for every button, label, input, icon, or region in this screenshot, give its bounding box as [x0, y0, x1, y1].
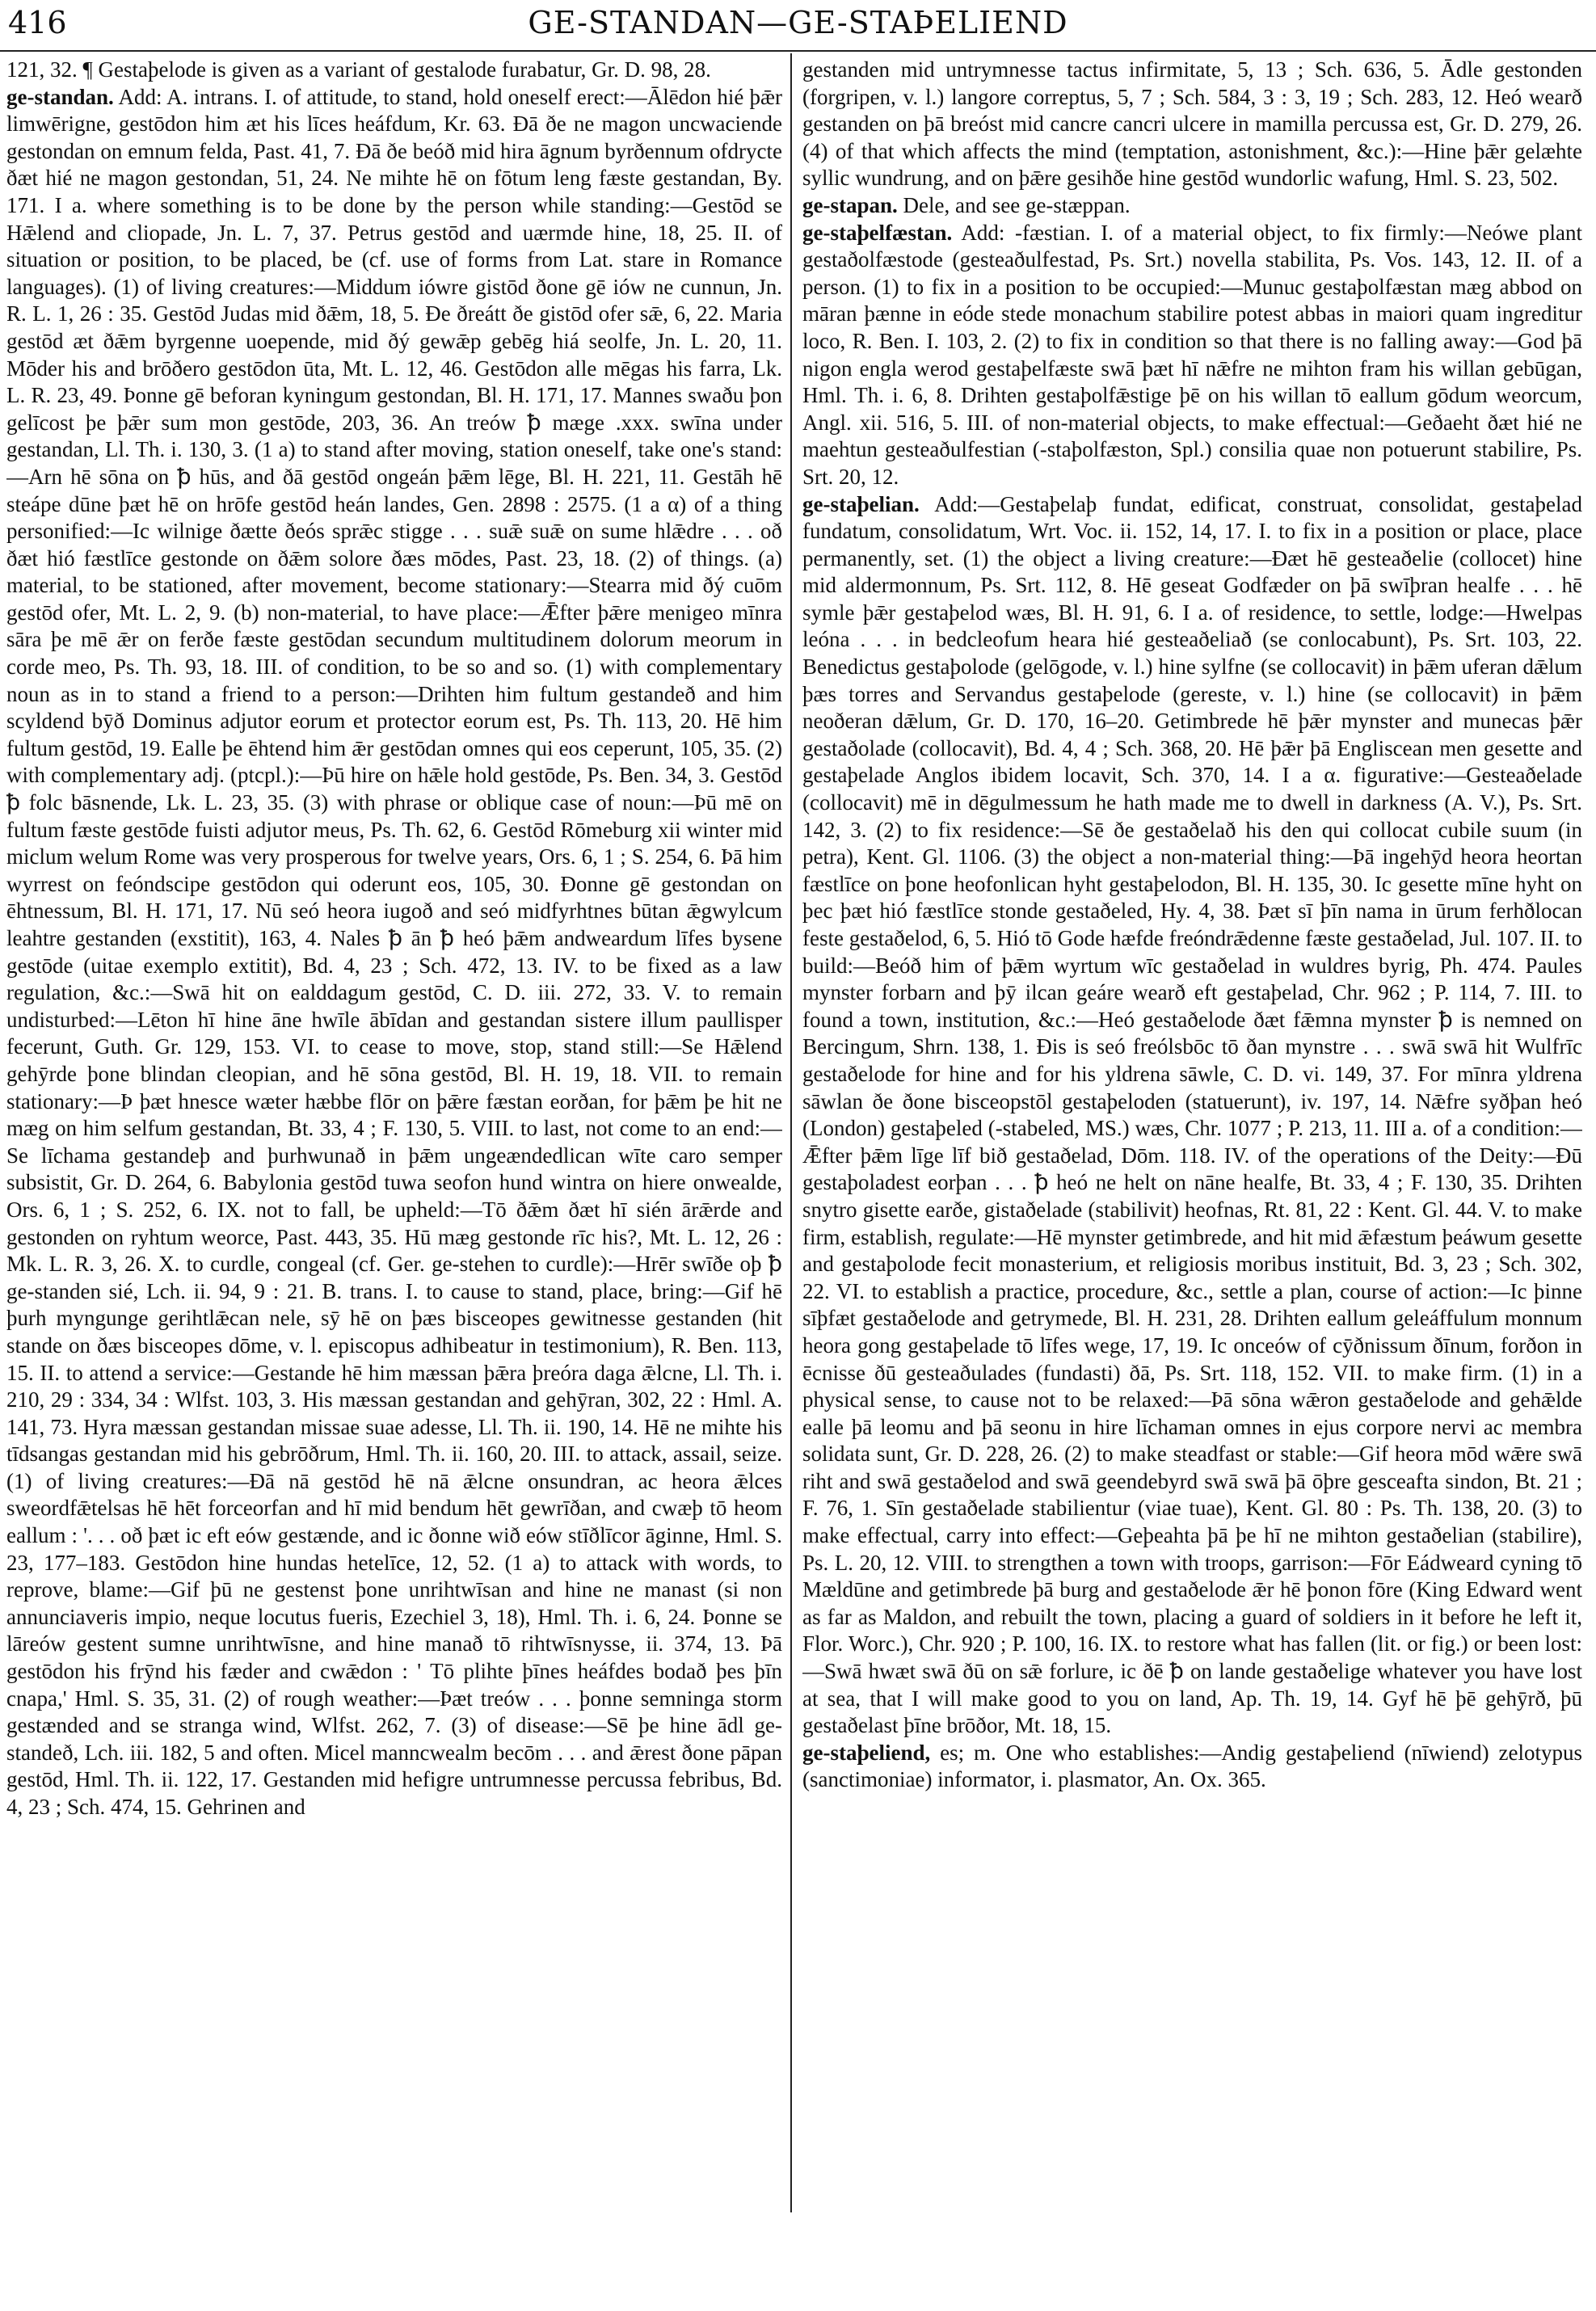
entry-paragraph [802, 57, 1582, 192]
entry-paragraph [802, 220, 1582, 491]
entry-text: Dele, and see ge-stæppan. [903, 192, 1131, 217]
entry-paragraph [802, 1740, 1582, 1794]
running-head: GE-STANDAN—GE-STAÞELIEND [528, 5, 1068, 40]
left-column [6, 57, 782, 2214]
entry-text: 121, 32. ¶ Gestaþelode is given as a variant of gestalode furabatur, Gr. D. 98, 28. [6, 57, 711, 82]
headword: ge-stapan. [802, 192, 898, 217]
entry-text: Add: -fæstian. I. of a material object, to fix firmly:—Neówe plant gestaðolfæstode (gesteaðulfestad, Ps. Srt.) novella stabilita, Ps. Vos. 143, 12. II. of a person. (1) to fix in a position to be occupied:—Munuc gestaþolfæstan mæg abbod on māran þænne in eóde stede monachum stabilire potest abbas in maiori quam ingreditur loco, R. Ben. I. 103, 2. (2) to fix in condition so that there is no falling away:—God þā nigon engla werod gestaþelfæste swā þæt hī nǣfre ne mihton fram his willan gebūgan, Hml. Th. i. 6, 8. Drihten gestaþolfǣstige þē on his willan tō eallum gōdum weorcum, Angl. xii. 516, 5. III. of non-material objects, to make effectual:—Geðaeht ðæt hié ne maehtun gesteaðulfestian (-staþolfæston, Spl.) consilia quae non potuerunt stabilire, Ps. Srt. 20, 12. [802, 220, 1582, 489]
column-divider [790, 53, 792, 2212]
entry-text: Add:—Gestaþelaþ fundat, edificat, construat, consolidat, gestaþelad fundatum, consolidatum, Wrt. Voc. ii. 152, 14, 17. I. to fix in a position or place, place permanently, set. (1) the object a living creature:—Ðæt hē gesteaðelie (collocet) hine mid aldermonnum, Ps. Srt. 112, 8. Hē geseat Godfæder on þā swīþran healfe . . . hē symle þǣr gestaþelod wæs, Bl. H. 91, 6. I a. of residence, to settle, lodge:—Hwelpas leóna . . . in bedcleofum heara hié gesteaðeliað (se conlocabunt), Ps. Srt. 103, 22. Benedictus gestaþolode (gelōgode, v. l.) hine sylfne (se collocavit) in þǣm uferan dǣlum þæs torres and Servandus gestaþelode (gereste, v. l.) hine (se collocavit) in þǣm neoðeran dǣlum, Gr. D. 170, 16–20. Getimbrede hē þǣr mynster and munecas þǣr gestaðolade (collocavit), Bd. 4, 4 ; Sch. 368, 20. Hē þǣr þā Engliscean men gesette and gestaþelade Anglos ibidem locavit, Sch. 370, 14. I a α. figurative:—Gesteaðelade (collocavit) mē in dēgulmessum he hath made me to dwell in darkness (A. V.), Ps. Srt. 142, 3. (2) to fix residence:—Sē ðe gestaðelað his den qui collocat cubile suum (in petra), Kent. Gl. 1106. (3) the object a non-material thing:—Þā ingehȳd heora heortan fæstlīce on þone heofonlican hyht gestaþelodon, Bl. H. 135, 30. Ic gesette mīne hyht on þec þæt hió fæstlīce stonde gestaðeled, Hy. 4, 38. Þæt sī þīn nama in ūrum ferhðlocan feste gestaðelod, 6, 5. Hió tō Gode hæfde freóndrǣdenne fæste gestaðelad, Jul. 107. II. to build:—Beóð him of þǣm wyrtum wīc gestaðelad in wuldres byrig, Ph. 474. Paules mynster forbarn and þȳ ilcan geáre wearð eft gestaþelad, Chr. 962 ; P. 114, 7. III. to found a town, institution, &c.:—Heó gestaðelode ðæt fǣmna mynster ꝥ is nemned on Bercingum, Shrn. 138, 1. Ðis is seó freólsbōc tō ðan mynstre . . . swā swā hit Wulfrīc gestaðelode for hine and for his yldrena sāwle, C. D. vi. 149, 37. For mīnra yldrena sāwlan ðe ðone bisceopstōl gestaþeloden (statuerunt), iv. 197, 14. Nǣfre syðþan heó (London) gestaþeled (-stabeled, MS.) wæs, Chr. 1077 ; P. 213, 11. III a. of a condition:—Ǣfter þǣm līge līf bið gestaðelad, Dōm. 118. IV. of the operations of the Deity:—Ðū gestaþoladest eorþan . . . ꝥ heó ne helt on nāne healfe, Bt. 33, 4 ; F. 130, 35. Drihten snytro gisette earðe, gistaðelade (stabilivit) heofnas, Rt. 81, 22 : Kent. Gl. 44. V. to make firm, establish, regulate:—Hē mynster getimbrede, and hit mid ǣfæstum þeáwum gesette and gestaþolode fecit monasterium, et religiosis moribus instituit, Bd. 3, 23 ; Sch. 302, 22. VI. to establish a practice, procedure, &c., settle a plan, course of action:—Ic þinne sīþfæt gestaðelode and getrymede, Bl. H. 231, 28. Drihten eallum geleáffulum monnum heora gong gestaþelade tō līfes wege, 17, 19. Ic onceów of cȳðnissum ðīnum, forðon in ēcnisse ðū gesteaðulades (fundasti) ðā, Ps. Srt. 118, 152. VII. to make firm. (1) in a physical sense, to cause not to be relaxed:—Þā sōna wǣron gestaðelode and gehǣlde ealle þā leomu and þā seonu in hire līchaman omnes in ejus corpore nervi ac membra solidata sunt, Gr. D. 228, 26. (2) to make steadfast or stable:—Gif heora mōd wǣre swā riht and swā gestaðelod and swā geendebyrd swā swā þā ōþre gesceafta sindon, Bt. 21 ; F. 76, 1. Sīn gestaðelade stabilientur (viae tuae), Kent. Gl. 80 : Ps. Th. 138, 20. (3) to make effectual, carry into effect:—Geþeahta þā þe hī ne mihton gestaðelian (stabilire), Ps. L. 20, 12. VIII. to strengthen a town with troops, garrison:—Fōr Eádweard cyning tō Mældūne and getimbrede þā burg and gestaðelode ǣr hē þonon fōre (King Edward went as far as Maldon, and rebuilt the town, placing a guard of soldiers in it before he left it, Flor. Worc.), Chr. 920 ; P. 100, 16. IX. to restore what has fallen (lit. or fig.) or been lost:—Swā hwæt swā ðū on sǣ forlure, ic ðē ꝥ on lande gestaðelige whatever you have lost at sea, that I will make good to you on land, Ap. Th. 19, 14. Gyf hē þē gehȳrð, þū gestaðelast þīne brōðor, Mt. 18, 15. [802, 491, 1582, 1738]
entry-paragraph [6, 57, 782, 84]
header-rule [0, 50, 1596, 52]
page-number: 416 [8, 5, 67, 40]
entry-paragraph [6, 84, 782, 1821]
headword: ge-standan. [6, 84, 114, 109]
headword: ge-staþelfæstan. [802, 220, 953, 245]
page-header [0, 0, 1596, 53]
entry-text: Add: A. intrans. I. of attitude, to stand, hold oneself erect:—Ālēdon hié þǣr limwērigne, gestōdon him æt his līces heáfdum, Kr. 63. Ðā ðe ne magon uncwaciende gestondan on emnum felda, Past. 41, 7. Ðā ðe beóð mid hira āgnum byrðennum ofdrycte ðæt hié ne magon gestondan, 51, 24. Ne mihte hē on fōtum leng fæste gestandan, By. 171. I a. where something is to be done by the person while standing:—Gestōd se Hǣlend and cliopade, Jn. L. 7, 37. Petrus gestōd and uærmde hine, 18, 25. II. of situation or position, to be placed, be (cf. use of forms from Lat. stare in Romance languages). (1) of living creatures:—Middum iówre gistōd ðone gē iów ne cunnun, Jn. R. L. 1, 26 : 35. Gestōd Judas mid ðǣm, 18, 5. Ðe ðreátt ðe gistōd ofer sǣ, 6, 22. Maria gestōd æt ðǣm byrgenne uoepende, mid ðý gewǣp gebēg hiá seolfe, Jn. L. 20, 11. Mōder his and brōðero gestōdon ūta, Mt. L. 12, 46. Gestōdon alle mēgas his farra, Lk. L. R. 23, 49. Þonne gē beforan kyningum gestondan, Bl. H. 171, 17. Mannes swaðu þon gelīcost þe þǣr sum mon gestōde, 203, 36. An treów ꝥ mæge .xxx. swīna under gestandan, Ll. Th. i. 130, 3. (1 a) to stand after moving, station oneself, take one's stand:—Arn hē sōna on ꝥ hūs, and ðā gestōd ongeán þǣm lēge, Bl. H. 221, 11. Gestāh hē steápe dūne þæt hē on hrōfe gestōd heán landes, Gen. 2898 : 2575. (1 a α) of a thing personified:—Ic wilnige ðætte ðeós sprǣc stigge . . . suǣ suǣ on sume hlǣdre . . . oð ðæt hió fæstlīce gestonde on ðǣm solore ðæs mōdes, Past. 23, 18. (2) of things. (a) material, to be stationed, after movement, become stationary:—Stearra mid ðý cuōm gestōd ofer, Mt. L. 2, 9. (b) non-material, to have place:—Ǣfter þǣre menigeo mīnra sāra þe mē ǣr on ferðe fæste gestōdan secundum multitudinem dolorum meorum in corde meo, Ps. Th. 93, 18. III. of condition, to be so and so. (1) with complementary noun as in to stand a friend to a person:—Drihten him fultum gestandeð and him scyldend bȳð Dominus adjutor eorum et protector eorum est, Ps. Th. 113, 20. Hē him fultum gestōd, 19. Ealle þe ēhtend him ǣr gestōdan omnes qui eos ceperunt, 105, 35. (2) with complementary adj. (ptcpl.):—Þū hire on hǣle hold gestōde, Ps. Ben. 34, 3. Gestōd ꝥ folc bāsnende, Lk. L. 23, 35. (3) with phrase or oblique case of noun:—Þū mē on fultum fæste gestōde fuisti adjutor meus, Ps. Th. 62, 6. Gestōd Rōmeburg xii winter mid miclum welum Rome was very prosperous for twelve years, Ors. 6, 1 ; S. 254, 6. Þā him wyrrest on feóndscipe gestōdon qui oderunt eos, 105, 30. Ðonne gē gestondan on ēhtnessum, Bl. H. 171, 17. Nū seó heora iugoð and seó midfyrhtnes būtan ǣgwylcum leahtre gestanden (exstitit), 163, 4. Nales ꝥ ān ꝥ heó þǣm andweardum līfes bysene gestōde (uitae exemplo extitit), Bd. 4, 23 ; Sch. 472, 13. IV. to be fixed as a law regulation, &c.:—Swā hit on ealddagum gestōd, C. D. iii. 272, 33. V. to remain undisturbed:—Lēton hī hine āne hwīle ābīdan and gestandan sistere illum paullisper fecerunt, Guth. Gr. 129, 153. VI. to cease to move, stop, stand still:—Se Hǣlend gehȳrde þone blindan cleopian, and hē sōna gestōd, Bl. H. 19, 18. VII. to remain stationary:—Þ þæt hnesce wæter hæbbe flōr on þǣre fæstan eorðan, for þǣm þe hit ne mæg on him selfum gestandan, Bt. 33, 4 ; F. 130, 5. VIII. to last, not come to an end:—Se līchama gestandeþ and þurhwunað in þǣm ungeændedlican wīte caro semper subsistit, Gr. D. 264, 6. Babylonia gestōd tuwa seofon hund wintra on hiere onwealde, Ors. 6, 1 ; S. 252, 6. IX. not to fall, be upheld:—Tō ðǣm ðæt hī sién ārǣrde and gestonden on ryhtum weorce, Past. 443, 35. Hū mæg gestonde rīc his?, Mt. L. 12, 26 : Mk. L. R. 3, 26. X. to curdle, congeal (cf. Ger. ge-stehen to curdle):—Hrēr swīðe oþ ꝥ ge-standen sié, Lch. ii. 94, 9 : 21. B. trans. I. to cause to stand, place, bring:—Gif hē þurh myngunge gerihtlǣcan nele, sȳ hē on þæs bisceopes gewitnesse gestanden (hit stande on ðæs bisceopes dōme, v. l. episcopus adhibeatur in testimonium), R. Ben. 113, 15. II. to attend a service:—Gestande hē him mæssan þǣra þreóra daga ǣlcne, Ll. Th. i. 210, 29 : 334, 34 : Wlfst. 103, 3. His mæssan gestandan and gehȳran, 302, 22 : Hml. A. 141, 73. Hyra mæssan gestandan missae suae adesse, Ll. Th. ii. 190, 14. Hē ne mihte his tīdsangas gestandan mid his gebrōðrum, Hml. Th. ii. 160, 20. III. to attack, assail, seize. (1) of living creatures:—Ðā nā gestōd hē nā ǣlcne onsundran, ac heora ǣlces sweordfǣtelsas hē hēt forceorfan and hī mid bendum hēt gewrīðan, and cwæþ tō heom eallum : '. . . oð þæt ic eft eów gestænde, and ic ðonne wið eów stīðlīcor āginne, Hml. S. 23, 177–183. Gestōdon hine hundas hetelīce, 12, 52. (1 a) to attack with words, to reprove, blame:—Gif þū ne gestenst þone unrihtwīsan and hine ne manast (si non annunciaveris impio, neque locutus fueris, Ezechiel 3, 18), Hml. Th. i. 6, 24. Þonne se lāreów gestent sumne unrihtwīsne, and hine manað tō rihtwīsnysse, ii. 374, 13. Þā gestōdon his frȳnd his fæder and cwǣdon : ' Tō plihte þīnes heáfdes bodað þes þīn cnapa,' Hml. S. 35, 31. (2) of rough weather:—Þæt treów . . . þonne semninga storm gestænded and se stranga wind, Wlfst. 262, 7. (3) of disease:—Sē þe hine ādl ge-standeð, Lch. iii. 182, 5 and often. Micel manncwealm becōm . . . and ǣrest ðone pāpan gestōd, Hml. Th. ii. 122, 17. Gestanden mid hefigre untrumnesse percussa febribus, Bd. 4, 23 ; Sch. 474, 15. Gehrinen and [6, 84, 782, 1819]
entry-paragraph [802, 192, 1582, 220]
entry-paragraph [802, 491, 1582, 1740]
entry-text: gestanden mid untrymnesse tactus infirmitate, 5, 13 ; Sch. 636, 5. Ādle gestonden (forgripen, v. l.) langore correptus, 5, 7 ; Sch. 584, 3 : 3, 19 ; Sch. 283, 12. Heó wearð gestanden on þā breóst mid cancre cancri ulcere in mamilla percussa est, Gr. D. 279, 26. (4) of that which affects the mind (temptation, astonishment, &c.):—Hine þǣr gelæhte syllic wundrung, and on þǣre gesihðe hine gestōd wundorlic wafung, Hml. S. 23, 502. [802, 57, 1582, 191]
headword: ge-staþelian. [802, 491, 920, 516]
right-column [802, 57, 1582, 2214]
entry-text: es; m. One who establishes:—Andig gestaþeliend (nīwiend) zelotypus (sanctimoniae) informator, i. plasmator, An. Ox. 365. [802, 1740, 1582, 1792]
headword: ge-staþeliend, [802, 1740, 931, 1765]
